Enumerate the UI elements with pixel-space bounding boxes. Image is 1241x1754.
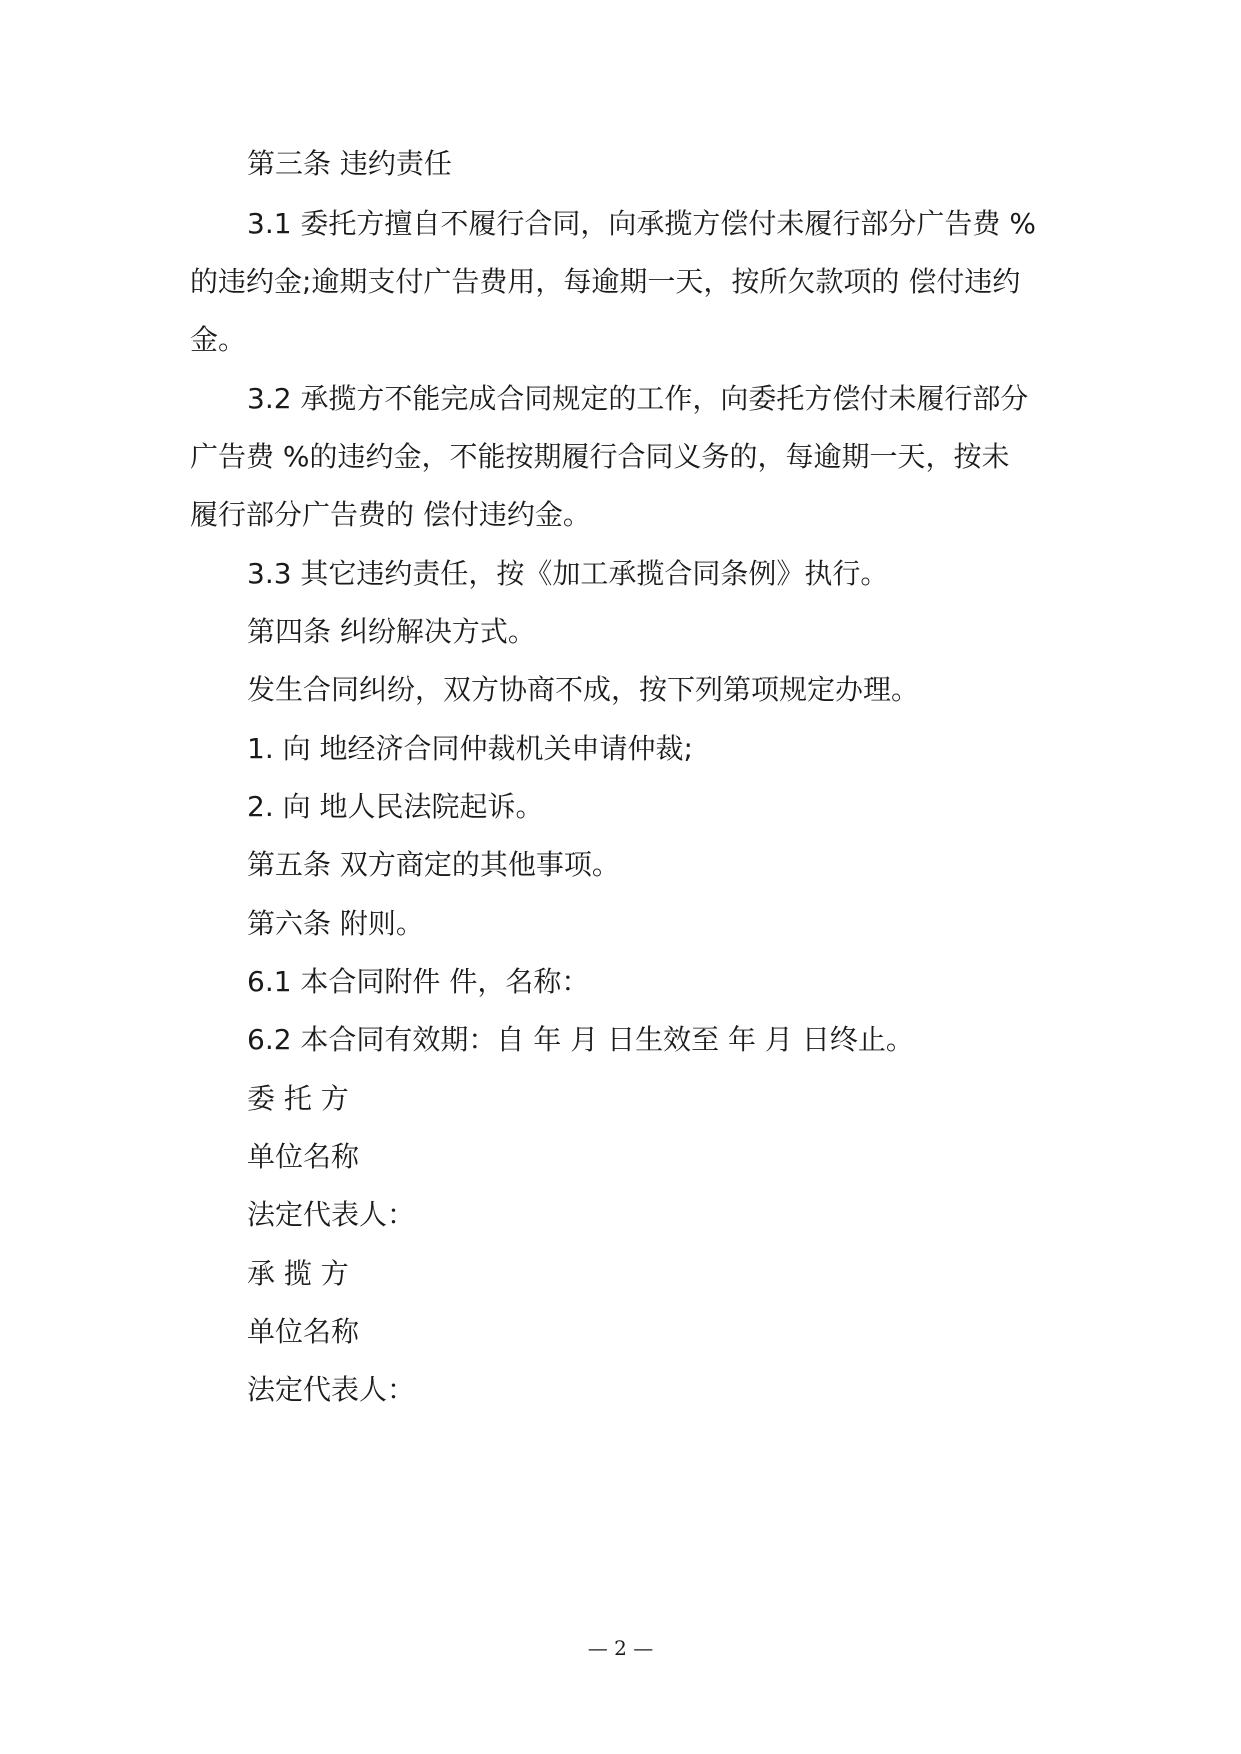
clause-3-1-line-1: 3.1 委托方擅自不履行合同，向承揽方偿付未履行部分广告费 % [247, 207, 1036, 240]
clause-3-1-line-3: 金。 [190, 323, 247, 356]
contractor-unit-name: 单位名称 [247, 1315, 360, 1348]
clause-6-1: 6.1 本合同附件 件，名称： [247, 965, 590, 998]
article-4-heading: 第四条 纠纷解决方式。 [247, 615, 536, 648]
article-4-intro: 发生合同纠纷，双方协商不成，按下列第项规定办理。 [247, 673, 920, 706]
article-5-heading: 第五条 双方商定的其他事项。 [247, 848, 620, 881]
clause-3-2-line-2: 广告费 %的违约金，不能按期履行合同义务的，每逾期一天，按未 [190, 440, 1010, 473]
clause-6-2: 6.2 本合同有效期：自 年 月 日生效至 年 月 日终止。 [247, 1023, 914, 1056]
dispute-option-2: 2. 向 地人民法院起诉。 [247, 790, 544, 823]
contractor-legal-rep: 法定代表人： [247, 1373, 416, 1406]
dispute-option-1: 1. 向 地经济合同仲裁机关申请仲裁; [247, 732, 693, 765]
client-unit-name: 单位名称 [247, 1140, 360, 1173]
client-label: 委 托 方 [247, 1082, 349, 1115]
article-6-heading: 第六条 附则。 [247, 907, 424, 940]
clause-3-2-line-1: 3.2 承揽方不能完成合同规定的工作，向委托方偿付未履行部分 [247, 382, 1029, 415]
contractor-label: 承 揽 方 [247, 1257, 349, 1290]
page-number: — 2 — [587, 1636, 654, 1660]
clause-3-1-line-2: 的违约金;逾期支付广告费用，每逾期一天，按所欠款项的 偿付违约 [190, 265, 1021, 298]
client-legal-rep: 法定代表人： [247, 1198, 416, 1231]
article-3-heading: 第三条 违约责任 [247, 147, 452, 180]
clause-3-3: 3.3 其它违约责任，按《加工承揽合同条例》执行。 [247, 557, 889, 590]
clause-3-2-line-3: 履行部分广告费的 偿付违约金。 [190, 498, 591, 531]
